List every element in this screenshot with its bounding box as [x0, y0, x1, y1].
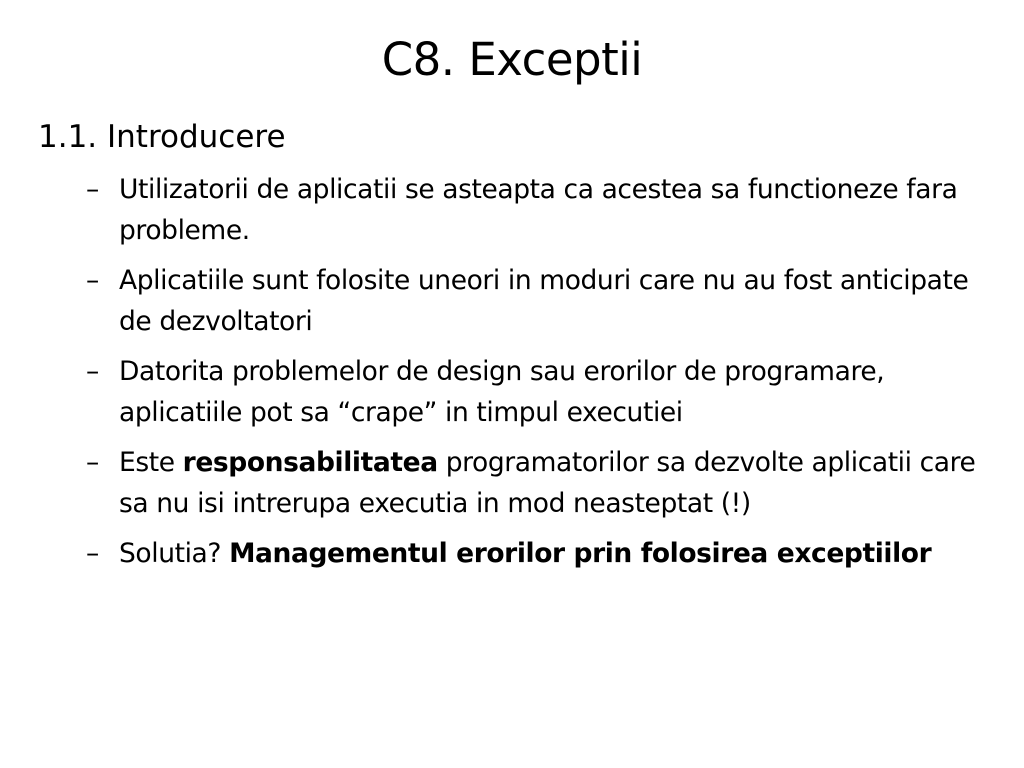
bullet-item — [86, 533, 986, 574]
bullet-text — [119, 265, 968, 337]
bullet-text — [119, 356, 884, 428]
bullet-list — [86, 169, 986, 583]
slide-title: C8. Exceptii — [381, 33, 643, 86]
dash-bullet-marker: – — [86, 174, 99, 205]
bullet-text-before: Aplicatiile sunt folosite uneori in moduri care nu au fost anticipate de dezvoltatori — [119, 265, 969, 337]
dash-bullet-marker: – — [86, 447, 99, 478]
bullet-text-before: Utilizatorii de aplicatii se asteapta ca acestea sa functioneze fara probleme. — [119, 174, 958, 246]
bullet-text — [119, 538, 931, 569]
bullet-text-before: Datorita problemelor de design sau erorilor de programare, aplicatiile pot sa “crape” in timpul executiei — [119, 356, 885, 428]
bullet-text — [119, 447, 975, 519]
dash-bullet-marker: – — [86, 538, 99, 569]
bullet-text-before: Solutia? — [119, 538, 230, 569]
bullet-text-bold: Managementul erorilor prin folosirea exceptiilor — [229, 538, 932, 569]
bullet-text — [119, 174, 957, 246]
section-heading: 1.1. Introducere — [38, 119, 286, 155]
bullet-item — [86, 169, 986, 251]
bullet-text-after: programatorilor sa dezvolte aplicatii care sa nu isi intrerupa executia in mod neasteptat (!) — [119, 447, 976, 519]
bullet-item — [86, 442, 986, 524]
dash-bullet-marker: – — [86, 265, 99, 296]
dash-bullet-marker: – — [86, 356, 99, 387]
bullet-item — [86, 351, 986, 433]
bullet-item — [86, 260, 986, 342]
bullet-text-bold: responsabilitatea — [182, 447, 438, 478]
bullet-text-before: Este — [119, 447, 183, 478]
